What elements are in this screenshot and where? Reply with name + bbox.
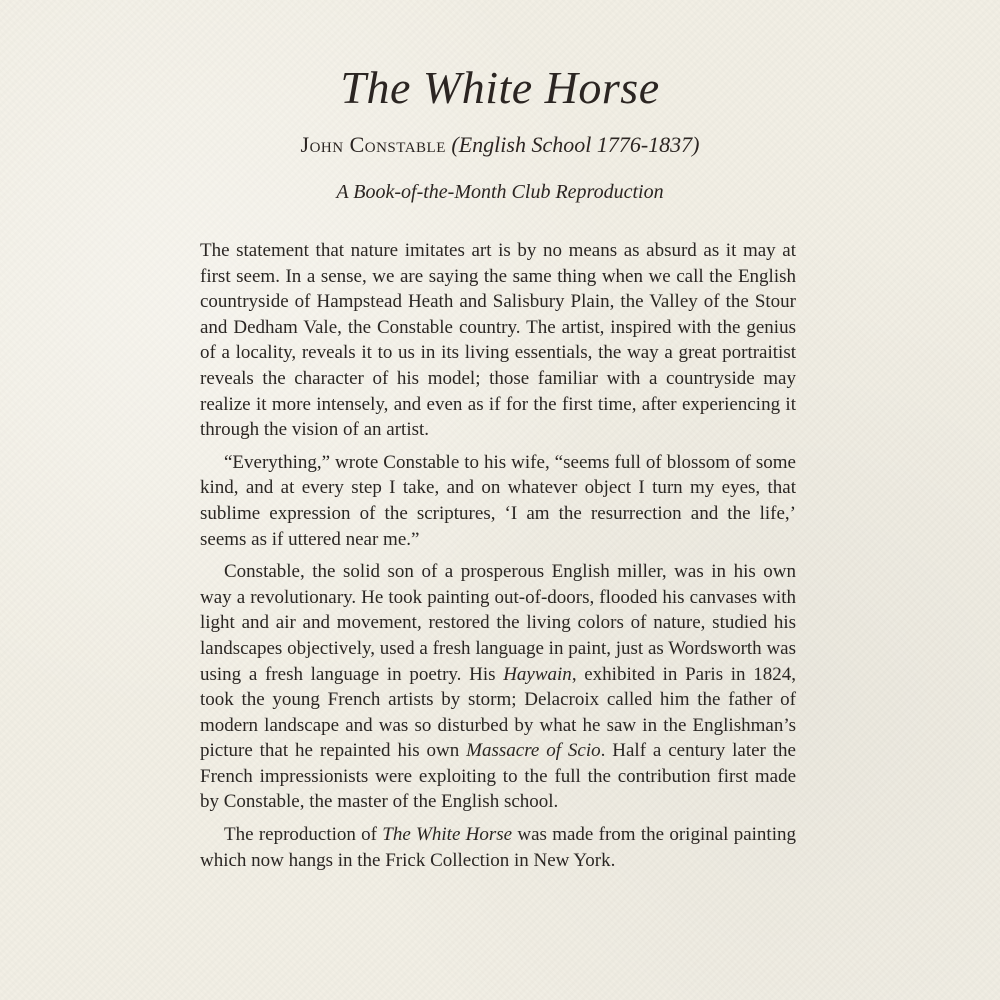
paragraph-4-text-a: The reproduction of [224,824,383,846]
paragraph-4-text-c: was made from the original painting which now hangs in the Frick Collection in New York. [200,824,796,871]
white-horse-title: The White Horse [382,824,513,846]
paragraph-4 [200,822,796,873]
paragraph-3-text-a: Constable, the solid son of a prosperous English miller, was in his own way a revolutionary. He took painting out-of-doors, flooded his canvases with light and air and movement, restored the living colors of nature, studied his landscapes objectively, used a fresh language in paint, just as Wordsworth was using a fresh language in poetry. His [200,561,796,685]
massacre-of-scio-title: Massacre of Scio [466,740,601,762]
page-title: The White Horse [340,62,660,113]
subtitle: A Book-of-the-Month Club Reproduction [336,181,664,203]
artist-name: John Constable [300,132,446,157]
paragraph-3-text-e: . Half a century later the French impressionists were exploiting to the full the contribution first made by Constable, the master of the English school. [200,740,796,813]
paragraph-1: The statement that nature imitates art is by no means as absurd as it may at first seem. In a sense, we are saying the same thing when we call the English countryside of Hampstead Heath and Salisbury Plain, the Valley of the Stour and Dedham Vale, the Constable country. The artist, inspired with the genius of a locality, reveals it to us in its living essentials, the way a great portraitist reveals the character of his model; those familiar with a countryside may realize it more intensely, and even as if for the first time, after experiencing it through the vision of an artist. [200,240,796,441]
paragraph-3 [200,559,796,815]
body-text [200,238,796,873]
artist-line [0,130,1000,160]
paragraph-3-text-c: , exhibited in Paris in 1824, took the young French artists by storm; Delacroix called him the father of modern landscape and was so disturbed by what he saw in the Englishman’s picture that he repainted his own [200,663,796,762]
haywain-title: Haywain [503,663,572,685]
artist-school: (English School 1776-1837) [451,132,700,157]
paragraph-2: “Everything,” wrote Constable to his wife, “seems full of blossom of some kind, and at every step I take, and on whatever object I turn my eyes, that sublime expression of the scriptures, ‘I am the resurrection and the life,’ seems as if uttered near me.” [200,451,796,550]
